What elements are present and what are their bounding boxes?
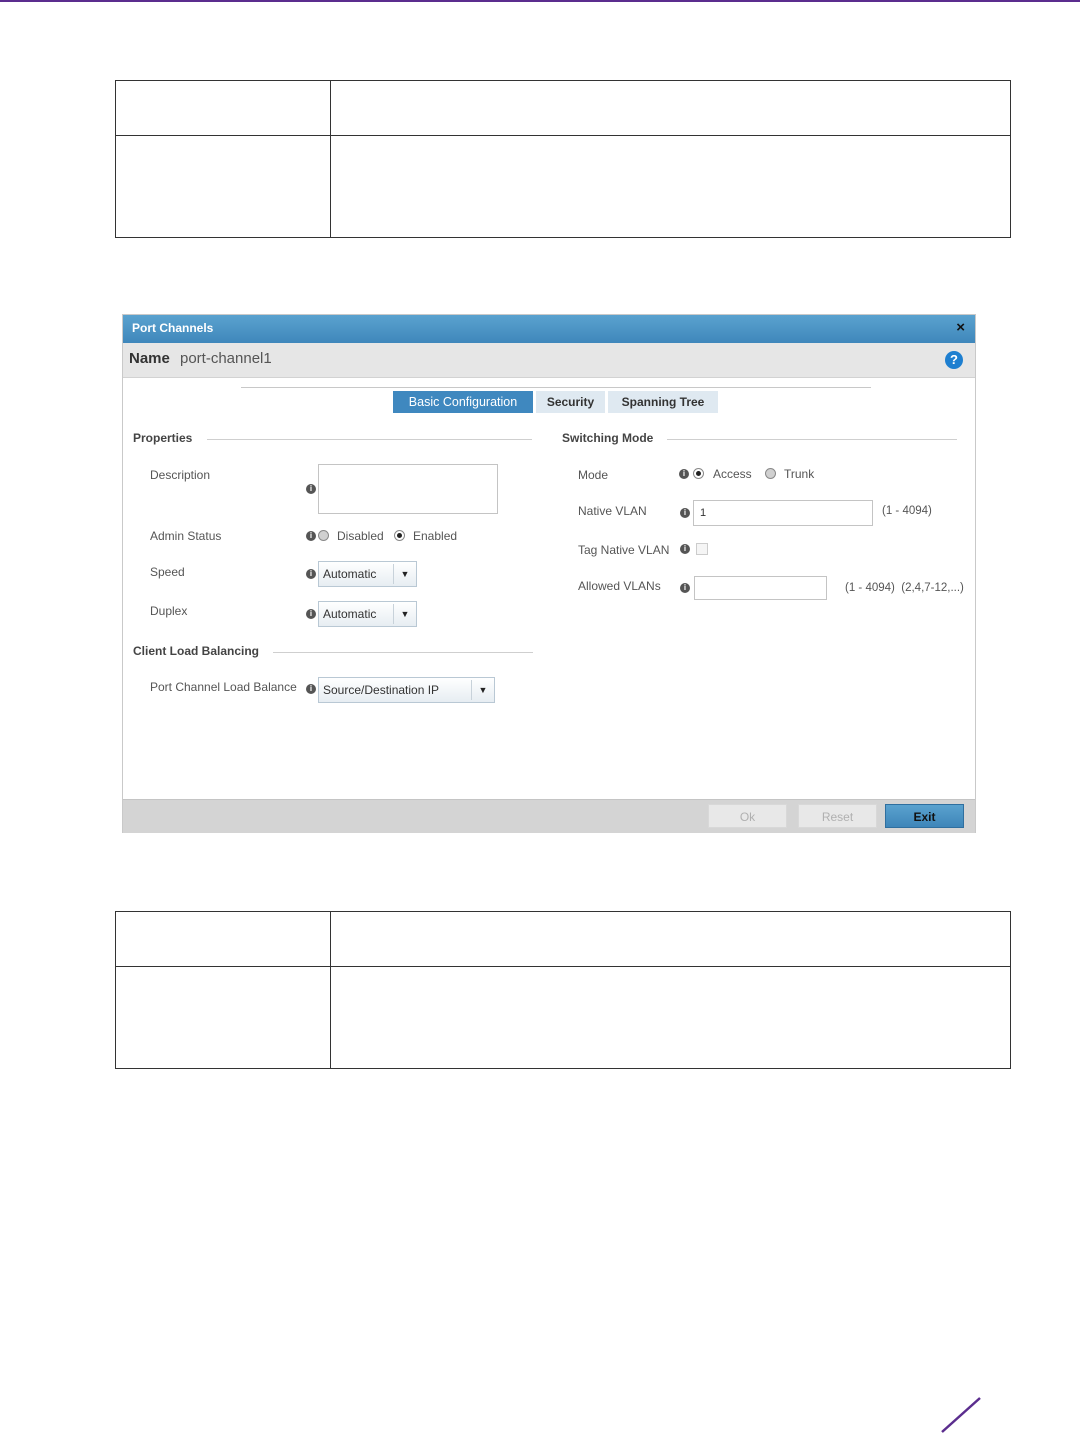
table-cell [331, 136, 1011, 238]
mode-label: Mode [578, 468, 609, 482]
load-balance-select[interactable] [318, 677, 495, 703]
page-top-rule [0, 0, 1080, 2]
duplex-label: Duplex [150, 604, 188, 618]
info-icon: i [306, 531, 316, 541]
admin-status-label: Admin Status [150, 529, 222, 543]
mode-access-radio[interactable] [693, 468, 704, 479]
mode-trunk-label: Trunk [784, 467, 815, 481]
help-icon[interactable]: ? [945, 351, 963, 369]
tag-native-vlan-label: Tag Native VLAN [578, 543, 670, 557]
chevron-down-icon: ▼ [393, 564, 416, 584]
close-icon[interactable]: × [956, 319, 965, 336]
tab-basic-configuration[interactable]: Basic Configuration [393, 391, 533, 413]
load-balance-label: Port Channel Load Balance [150, 680, 297, 694]
name-bar [123, 343, 975, 378]
speed-label: Speed [150, 565, 185, 579]
native-vlan-range: (1 - 4094) [882, 505, 932, 517]
switching-mode-heading: Switching Mode [562, 431, 654, 445]
info-icon: i [306, 484, 316, 494]
mode-trunk-radio[interactable] [765, 468, 776, 479]
tab-divider [241, 387, 871, 388]
native-vlan-label: Native VLAN [578, 504, 647, 518]
info-icon: i [306, 569, 316, 579]
table-cell [331, 967, 1011, 1069]
info-icon: i [306, 609, 316, 619]
table-cell [331, 912, 1011, 967]
section-divider [667, 439, 957, 440]
tab-spanning-tree[interactable]: Spanning Tree [608, 391, 718, 413]
table-cell [331, 81, 1011, 136]
admin-status-enabled-radio[interactable] [394, 530, 405, 541]
name-value: port-channel1 [180, 350, 272, 367]
reset-button[interactable]: Reset [798, 804, 877, 828]
load-balance-value: Source/Destination IP [323, 683, 440, 697]
info-icon: i [306, 684, 316, 694]
doc-table-top [115, 80, 1011, 238]
allowed-vlans-range: (1 - 4094) (2,4,7-12,...) [845, 582, 964, 594]
description-field[interactable] [318, 464, 498, 514]
info-icon: i [680, 508, 690, 518]
speed-select[interactable] [318, 561, 417, 587]
port-channels-dialog [122, 314, 976, 833]
table-cell [116, 81, 331, 136]
admin-status-disabled-label: Disabled [337, 529, 384, 543]
admin-status-enabled-label: Enabled [413, 529, 458, 543]
native-vlan-input[interactable]: 1 [693, 500, 873, 526]
exit-button[interactable]: Exit [885, 804, 964, 828]
info-icon: i [680, 583, 690, 593]
allowed-vlans-label: Allowed VLANs [578, 579, 661, 593]
duplex-value: Automatic [323, 607, 377, 621]
table-cell [116, 967, 331, 1069]
mode-access-label: Access [713, 467, 752, 481]
admin-status-disabled-radio[interactable] [318, 530, 329, 541]
dialog-title: Port Channels [132, 321, 214, 335]
doc-table-bottom [115, 911, 1011, 1069]
info-icon: i [679, 469, 689, 479]
table-cell [116, 912, 331, 967]
dialog-footer [123, 799, 975, 833]
chevron-down-icon: ▼ [471, 680, 494, 700]
section-divider [207, 439, 532, 440]
properties-heading: Properties [133, 431, 193, 445]
dialog-title-bar [123, 315, 975, 343]
info-icon: i [680, 544, 690, 554]
table-cell [116, 136, 331, 238]
tag-native-vlan-checkbox[interactable] [696, 543, 708, 555]
name-label: Name [129, 350, 170, 367]
duplex-select[interactable] [318, 601, 417, 627]
ok-button[interactable]: Ok [708, 804, 787, 828]
section-divider [273, 652, 533, 653]
speed-value: Automatic [323, 567, 377, 581]
client-load-balancing-heading: Client Load Balancing [133, 644, 260, 658]
tab-security[interactable]: Security [536, 391, 605, 413]
chevron-down-icon: ▼ [393, 604, 416, 624]
page-slash-mark [938, 1394, 986, 1436]
allowed-vlans-input[interactable] [694, 576, 827, 600]
description-label: Description [150, 468, 211, 482]
